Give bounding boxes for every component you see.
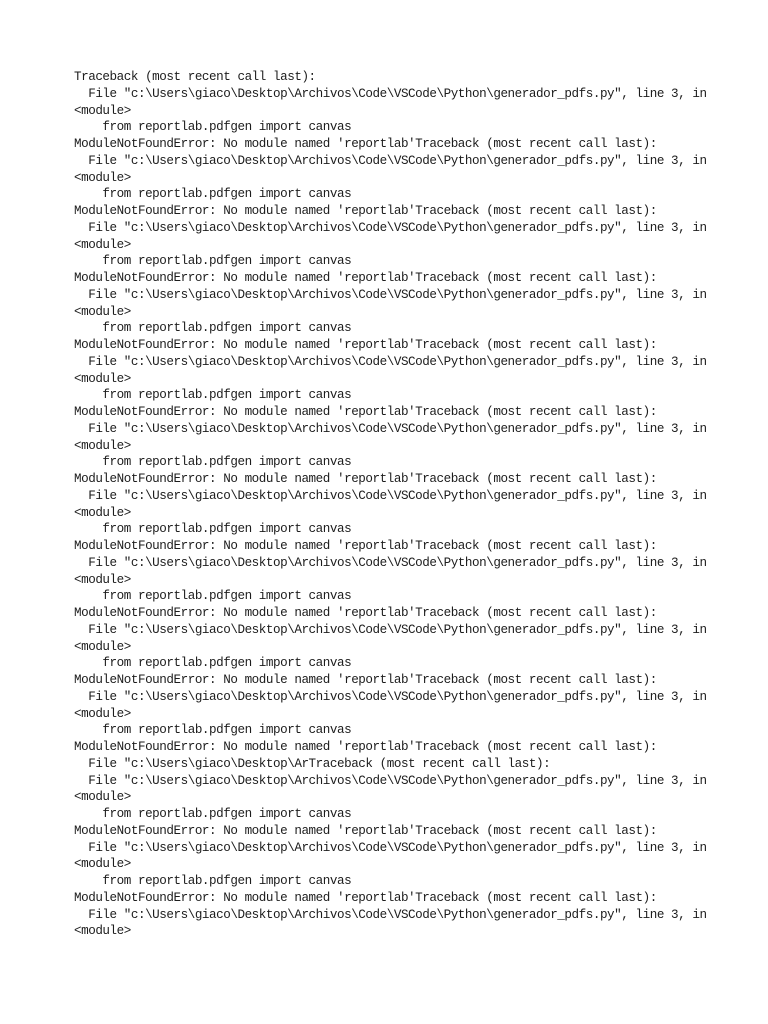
text-line: from reportlab.pdfgen import canvas bbox=[74, 656, 352, 671]
text-line: <module> bbox=[74, 170, 131, 185]
text-line: File "c:\Users\giaco\Desktop\Archivos\Code\VSCode\Python\generador_pdfs.py", line 3, in bbox=[74, 488, 707, 503]
text-line: File "c:\Users\giaco\Desktop\Archivos\Code\VSCode\Python\generador_pdfs.py", line 3, in bbox=[74, 421, 707, 436]
text-line: File "c:\Users\giaco\Desktop\ArTraceback (most recent call last): bbox=[74, 756, 551, 771]
text-line: <module> bbox=[74, 103, 131, 118]
text-line: ModuleNotFoundError: No module named 'reportlab'Traceback (most recent call last): bbox=[74, 271, 657, 285]
text-line: ModuleNotFoundError: No module named 'reportlab'Traceback (most recent call last): bbox=[74, 338, 657, 352]
text-line: File "c:\Users\giaco\Desktop\Archivos\Code\VSCode\Python\generador_pdfs.py", line 3, in bbox=[74, 86, 707, 101]
text-line: ModuleNotFoundError: No module named 'reportlab'Traceback (most recent call last): bbox=[74, 606, 657, 620]
text-line: from reportlab.pdfgen import canvas bbox=[74, 321, 352, 336]
text-line: from reportlab.pdfgen import canvas bbox=[74, 455, 352, 470]
text-line: <module> bbox=[74, 572, 131, 587]
text-line: File "c:\Users\giaco\Desktop\Archivos\Code\VSCode\Python\generador_pdfs.py", line 3, in bbox=[74, 287, 707, 302]
text-line: <module> bbox=[74, 237, 131, 252]
text-line: <module> bbox=[74, 924, 131, 939]
text-line: <module> bbox=[74, 438, 131, 453]
text-line: <module> bbox=[74, 790, 131, 805]
text-line: ModuleNotFoundError: No module named 'reportlab'Traceback (most recent call last): bbox=[74, 823, 657, 838]
text-line: File "c:\Users\giaco\Desktop\Archivos\Code\VSCode\Python\generador_pdfs.py", line 3, in bbox=[74, 840, 707, 855]
text-line: <module> bbox=[74, 706, 131, 721]
text-line: from reportlab.pdfgen import canvas bbox=[74, 187, 352, 202]
text-line: ModuleNotFoundError: No module named 'reportlab'Traceback (most recent call last): bbox=[74, 137, 657, 151]
text-line: File "c:\Users\giaco\Desktop\Archivos\Code\VSCode\Python\generador_pdfs.py", line 3, in bbox=[74, 220, 707, 235]
text-line: from reportlab.pdfgen import canvas bbox=[74, 522, 352, 537]
text-line: <module> bbox=[74, 505, 131, 520]
text-line: File "c:\Users\giaco\Desktop\Archivos\Code\VSCode\Python\generador_pdfs.py", line 3, in bbox=[74, 622, 707, 637]
traceback-text bbox=[74, 69, 734, 957]
text-line: ModuleNotFoundError: No module named 'reportlab'Traceback (most recent call last): bbox=[74, 405, 657, 419]
text-line: File "c:\Users\giaco\Desktop\Archivos\Code\VSCode\Python\generador_pdfs.py", line 3, in bbox=[74, 907, 707, 922]
text-line: ModuleNotFoundError: No module named 'reportlab'Traceback (most recent call last): bbox=[74, 539, 657, 553]
text-line: File "c:\Users\giaco\Desktop\Archivos\Code\VSCode\Python\generador_pdfs.py", line 3, in bbox=[74, 689, 707, 704]
text-line: File "c:\Users\giaco\Desktop\Archivos\Code\VSCode\Python\generador_pdfs.py", line 3, in bbox=[74, 773, 707, 788]
text-line: from reportlab.pdfgen import canvas bbox=[74, 807, 352, 821]
text-line: <module> bbox=[74, 371, 131, 386]
text-line: ModuleNotFoundError: No module named 'reportlab'Traceback (most recent call last): bbox=[74, 673, 657, 687]
text-line: ModuleNotFoundError: No module named 'reportlab'Traceback (most recent call last): bbox=[74, 204, 657, 218]
text-line: from reportlab.pdfgen import canvas bbox=[74, 388, 352, 403]
text-line: from reportlab.pdfgen import canvas bbox=[74, 120, 352, 135]
text-line: Traceback (most recent call last): bbox=[74, 70, 316, 84]
text-line: ModuleNotFoundError: No module named 'reportlab'Traceback (most recent call last): bbox=[74, 472, 657, 486]
text-line: <module> bbox=[74, 857, 131, 872]
text-line: File "c:\Users\giaco\Desktop\Archivos\Code\VSCode\Python\generador_pdfs.py", line 3, in bbox=[74, 354, 707, 369]
text-line bbox=[74, 940, 734, 957]
text-line: from reportlab.pdfgen import canvas bbox=[74, 254, 352, 269]
text-line: ModuleNotFoundError: No module named 'reportlab'Traceback (most recent call last): bbox=[74, 740, 657, 754]
text-line: File "c:\Users\giaco\Desktop\Archivos\Code\VSCode\Python\generador_pdfs.py", line 3, in bbox=[74, 153, 707, 168]
text-line: <module> bbox=[74, 639, 131, 654]
text-line: from reportlab.pdfgen import canvas bbox=[74, 874, 352, 888]
text-line: from reportlab.pdfgen import canvas bbox=[74, 723, 352, 738]
text-line: ModuleNotFoundError: No module named 'reportlab'Traceback (most recent call last): bbox=[74, 890, 657, 905]
text-line: File "c:\Users\giaco\Desktop\Archivos\Code\VSCode\Python\generador_pdfs.py", line 3, in bbox=[74, 555, 707, 570]
text-line: from reportlab.pdfgen import canvas bbox=[74, 589, 352, 604]
text-line: <module> bbox=[74, 304, 131, 319]
